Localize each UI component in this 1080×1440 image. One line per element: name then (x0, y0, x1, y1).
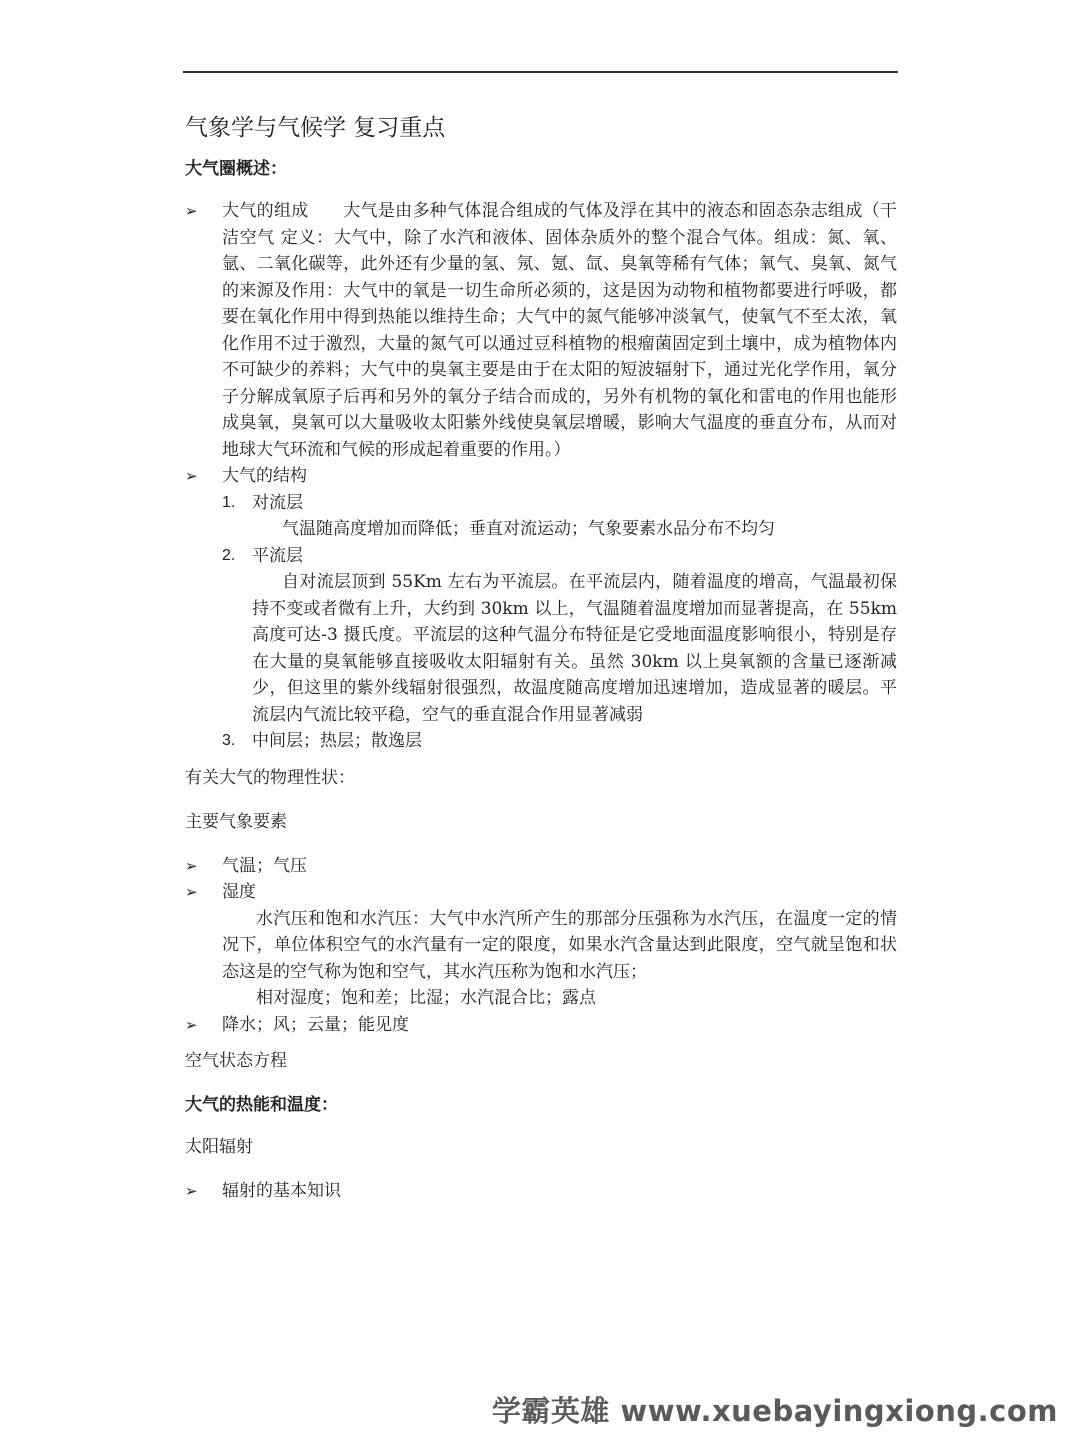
troposphere-description: 气温随高度增加而降低；垂直对流运动；气象要素水品分布不均匀 (282, 519, 775, 539)
item-text: 对流层 (252, 492, 303, 513)
bullet-radiation-basics (185, 1178, 897, 1205)
bullet-text: 大气的组成 大气是由多种气体混合组成的气体及浮在其中的液态和固态杂志组成（干洁空气 定义：大气中，除了水汽和液体、固体杂质外的整个混合气体。组成：氮、氧、氩、二氧化碳等，此外还有少量的氢、氖、氪、氙、臭氧等稀有气体；氧气、臭氧、氮气的来源及作用：大气中的氧是一切生命所必须的，这是因为动物和植物都要进行呼吸，都要在氧化作用中得到热能以维持生命；大气中的氮气能够冲淡氧气，使氧气不至太浓，氧化作用不过于激烈，大量的氮气可以通过豆科植物的根瘤菌固定到土壤中，成为植物体内不可缺少的养料；大气中的臭氧主要是由于在太阳的短波辐射下，通过光化学作用，氧分子分解成氧原子后再和另外的氧分子结合而成的，另外有机物的氧化和雷电的作用也能形成臭氧，臭氧可以大量吸收太阳紫外线使臭氧层增暖，影响大气温度的垂直分布，从而对地球大气环流和气候的形成起着重要的作用。） (222, 201, 897, 460)
arrow-bullet-icon: ➢ (185, 1182, 198, 1200)
document-title: 气象学与气候学 复习重点 (185, 115, 446, 141)
numbered-item-troposphere (185, 490, 897, 517)
arrow-bullet-icon: ➢ (185, 467, 198, 485)
bullet-humidity (185, 879, 897, 906)
bullet-atmosphere-composition (185, 198, 897, 463)
item-text: 中间层；热层；散逸层 (252, 731, 422, 751)
document-body (185, 112, 897, 1205)
site-watermark: 学霸英雄 www.xuebayingxiong.com (491, 1394, 1058, 1428)
arrow-bullet-icon: ➢ (185, 202, 198, 220)
item-text: 平流层 (252, 545, 303, 566)
numbered-item-stratosphere (185, 543, 897, 570)
stratosphere-description: 自对流层顶到 55Km 左右为平流层。在平流层内，随着温度的增高，气温最初保持不变或者微有上升，大约到 30km 以上，气温随着温度增加而显著提高，在 55km 高度可达-3 摄氏度。平流层的这种气温分布特征是它受地面温度影响很小，特别是存在大量的臭氧能够直接吸收太阳辐射有关。虽然 30km 以上臭氧额的含量已逐渐减少，但这里的紫外线辐射很强烈，故温度随高度增加迅速增加，造成显著的暖层。平流层内气流比较平稳，空气的垂直混合作用显著减弱 (252, 572, 897, 725)
bullet-text: 降水；风；云量；能见度 (222, 1014, 409, 1035)
item-number: 3. (222, 732, 236, 749)
bullet-text: 气温；气压 (222, 855, 307, 876)
subheading-main-elements: 主要气象要素 (185, 811, 287, 832)
numbered-item-upper-layers (185, 728, 897, 755)
arrow-bullet-icon: ➢ (185, 856, 198, 875)
bullet-temperature-pressure (185, 853, 897, 880)
bullet-text: 湿度 (222, 882, 256, 902)
section-heading-heat-temperature: 大气的热能和温度： (185, 1095, 338, 1115)
bullet-text: 辐射的基本知识 (222, 1181, 341, 1201)
item-number: 1. (222, 493, 236, 511)
section-heading-atmosphere-overview: 大气圈概述： (185, 159, 287, 179)
subheading-solar-radiation: 太阳辐射 (185, 1137, 253, 1157)
item-number: 2. (222, 546, 236, 564)
arrow-bullet-icon: ➢ (185, 1015, 198, 1034)
air-state-equation: 空气状态方程 (185, 1051, 287, 1071)
humidity-description: 水汽压和饱和水汽压：大气中水汽所产生的那部分压强称为水汽压，在温度一定的情况下，单位体积空气的水汽量有一定的限度，如果水汽含量达到此限度，空气就呈饱和状态这是的空气称为饱和空气，其水汽压称为饱和水汽压； (222, 908, 897, 982)
section-heading-physical-properties: 有关大气的物理性状： (185, 767, 355, 788)
bullet-precipitation (185, 1012, 897, 1039)
arrow-bullet-icon: ➢ (185, 883, 198, 901)
bullet-text: 大气的结构 (222, 466, 307, 486)
header-rule (183, 71, 898, 73)
humidity-terms: 相对湿度；饱和差；比湿；水汽混合比；露点 (256, 988, 596, 1008)
bullet-atmosphere-structure (185, 463, 897, 490)
